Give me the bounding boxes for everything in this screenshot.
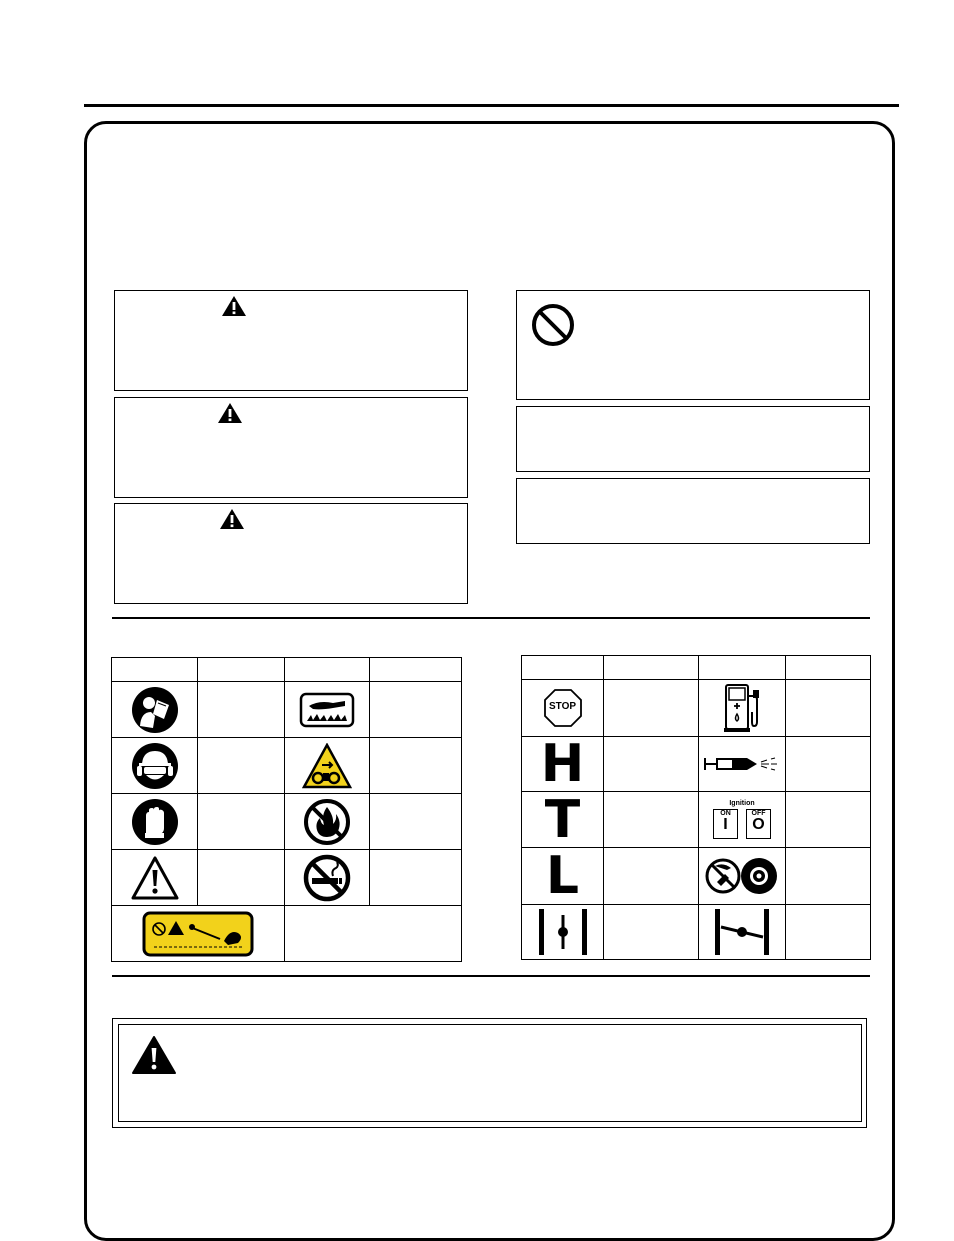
meaning-cell	[786, 905, 871, 960]
letter-t: T	[544, 789, 581, 850]
meaning-cell	[786, 848, 871, 905]
prohibition-box	[516, 290, 870, 400]
signal-box-caution	[114, 503, 468, 604]
symbol-cell	[112, 682, 198, 738]
read-manual-icon	[131, 686, 179, 734]
meaning-cell	[604, 737, 699, 792]
symbol-cell	[285, 682, 370, 738]
meaning-cell	[604, 905, 699, 960]
meaning-cell	[786, 792, 871, 848]
header-cell	[112, 658, 198, 682]
safety-symbol-table	[111, 657, 462, 962]
meaning-cell	[604, 680, 699, 737]
head-protection-icon	[131, 742, 179, 790]
letter-l: L	[545, 846, 580, 906]
ignition-switch-icon	[713, 800, 771, 839]
table-row	[522, 792, 871, 848]
caution-triangle-icon	[131, 856, 179, 900]
hot-surface-icon	[299, 692, 355, 728]
ignition-on-label: ON	[720, 810, 731, 817]
bottom-warning-box	[118, 1024, 862, 1122]
letter-h: H	[540, 734, 585, 794]
prohibition-circle-icon	[531, 303, 575, 347]
table-row	[522, 737, 871, 792]
ignition-on-box	[713, 809, 738, 839]
meaning-cell	[285, 906, 462, 962]
stop-sign-text: STOP	[548, 701, 577, 712]
symbol-cell	[112, 738, 198, 794]
meaning-cell	[370, 738, 462, 794]
warning-triangle-icon	[217, 402, 243, 424]
meaning-cell	[604, 848, 699, 905]
warning-triangle-icon	[219, 508, 245, 530]
signal-box-warning	[114, 397, 468, 498]
symbol-cell	[285, 794, 370, 850]
blade-rotation-icon	[703, 856, 781, 896]
symbol-cell	[699, 905, 786, 960]
meaning-cell	[198, 794, 285, 850]
section-divider	[112, 975, 870, 977]
header-cell	[786, 656, 871, 680]
symbol-cell	[522, 848, 604, 905]
meaning-cell	[198, 738, 285, 794]
primer-icon	[703, 754, 781, 774]
meaning-cell	[370, 850, 462, 906]
important-box	[516, 406, 870, 472]
symbol-cell	[699, 848, 786, 905]
header-cell	[285, 658, 370, 682]
table-row	[522, 848, 871, 905]
top-rule	[84, 104, 899, 107]
note-box	[516, 478, 870, 544]
signal-box-danger	[114, 290, 468, 391]
warning-triangle-icon	[221, 295, 247, 317]
flying-objects-icon	[302, 743, 352, 789]
meaning-cell	[786, 680, 871, 737]
meaning-cell	[604, 792, 699, 848]
symbol-cell	[522, 734, 604, 794]
symbol-cell	[285, 738, 370, 794]
warning-triangle-icon	[131, 1035, 177, 1075]
symbol-cell	[522, 905, 604, 960]
meaning-cell	[370, 682, 462, 738]
fuel-pump-icon	[722, 682, 762, 734]
symbol-cell	[699, 792, 786, 848]
symbol-cell	[112, 794, 198, 850]
header-cell	[522, 656, 604, 680]
section-divider	[112, 617, 870, 619]
table-row	[112, 738, 462, 794]
control-symbol-table	[521, 655, 871, 960]
symbol-cell	[699, 680, 786, 737]
header-cell	[198, 658, 285, 682]
symbol-cell	[112, 850, 198, 906]
header-cell	[699, 656, 786, 680]
meaning-cell	[198, 850, 285, 906]
symbol-cell	[112, 906, 285, 962]
ignition-off-symbol: O	[752, 816, 765, 833]
meaning-cell	[370, 794, 462, 850]
meaning-cell	[198, 682, 285, 738]
no-smoking-icon	[303, 854, 351, 902]
symbol-cell	[285, 850, 370, 906]
table-row	[112, 794, 462, 850]
symbol-cell	[522, 680, 604, 737]
ignition-title: Ignition	[729, 800, 755, 807]
keep-distance-label-icon	[142, 911, 254, 957]
choke-closed-icon	[709, 907, 775, 957]
meaning-cell	[786, 737, 871, 792]
symbol-cell	[522, 789, 604, 850]
table-header-row	[522, 656, 871, 680]
table-header-row	[112, 658, 462, 682]
ignition-off-box	[746, 809, 771, 839]
table-row	[522, 680, 871, 737]
table-row	[112, 682, 462, 738]
no-fire-icon	[303, 798, 351, 846]
table-row	[112, 850, 462, 906]
glove-icon	[131, 798, 179, 846]
header-cell	[604, 656, 699, 680]
ignition-off-label: OFF	[751, 810, 766, 817]
choke-open-icon	[531, 907, 595, 957]
header-cell	[370, 658, 462, 682]
ignition-on-symbol: I	[723, 816, 728, 833]
table-row	[522, 905, 871, 960]
table-row	[112, 906, 462, 962]
symbol-cell	[699, 737, 786, 792]
